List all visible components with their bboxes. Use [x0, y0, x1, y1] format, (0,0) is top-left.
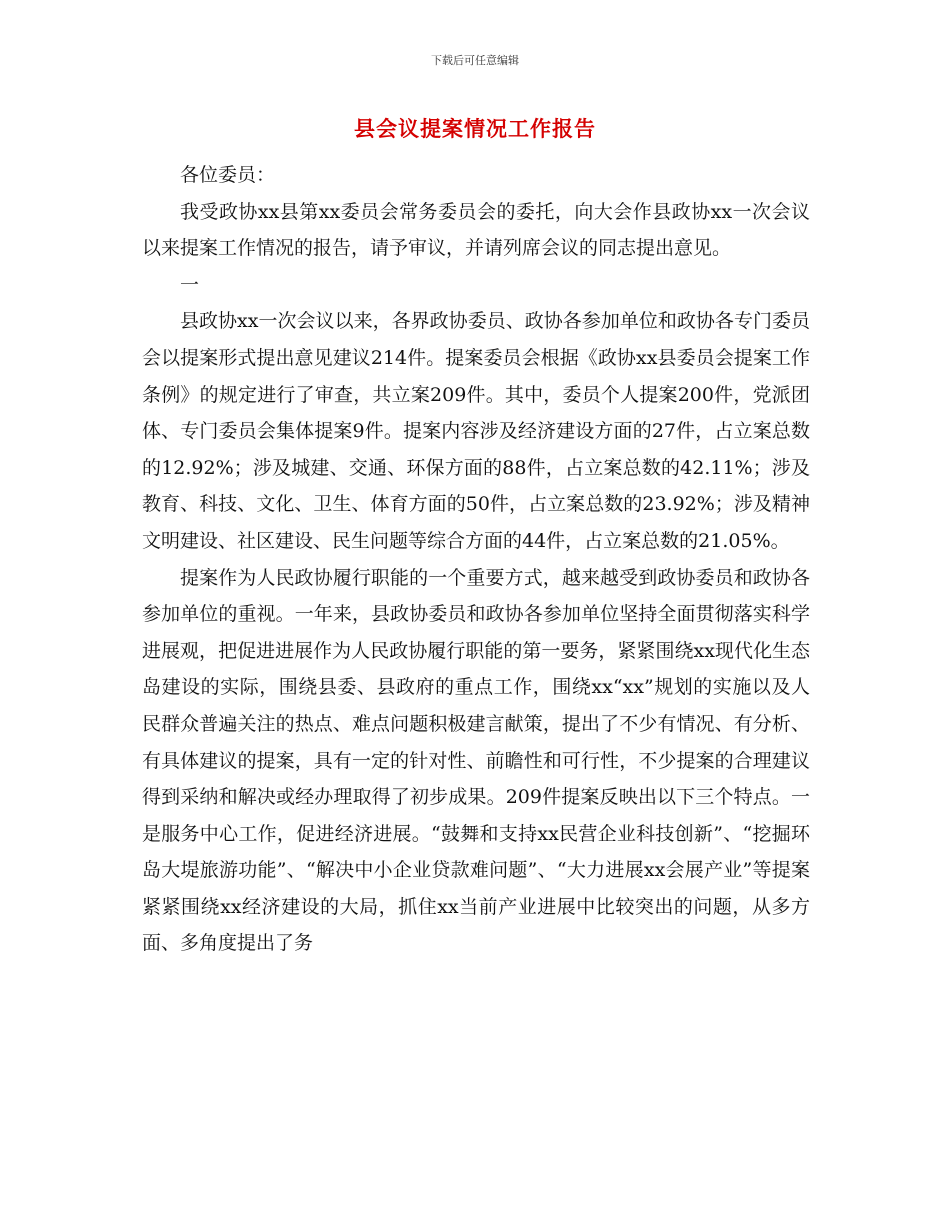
paragraph-features: 提案作为人民政协履行职能的一个重要方式，越来越受到政协委员和政协各参加单位的重视。一年来，县政协委员和政协各参加单位坚持全面贯彻落实科学进展观，把促进进展作为人民政协履行职能的第一要务，紧紧围绕xx现代化生态岛建设的实际，围绕县委、县政府的重点工作，围绕xx“xx”规划的实施以及人民群众普遍关注的热点、难点问题积极建言献策，提出了不少有情况、有分析、有具体建议的提案，具有一定的针对性、前瞻性和可行性，不少提案的合理建议得到采纳和解决或经办理取得了初步成果。209件提案反映出以下三个特点。一是服务中心工作，促进经济进展。“鼓舞和支持xx民营企业科技创新”、“挖掘环岛大堤旅游功能”、“解决中小企业贷款难问题”、“大力进展xx会展产业”等提案紧紧围绕xx经济建设的大局，抓住xx当前产业进展中比较突出的问题，从多方面、多角度提出了务 — [142, 566, 810, 955]
document-body — [142, 157, 810, 962]
section-number: 一 — [180, 273, 200, 296]
document-title: 县会议提案情况工作报告 — [354, 117, 596, 141]
paragraph-intro: 我受政协xx县第xx委员会常务委员会的委托，向大会作县政协xx一次会议以来提案工作情况的报告，请予审议，并请列席会议的同志提出意见。 — [142, 200, 810, 260]
paragraph-statistics: 县政协xx一次会议以来，各界政协委员、政协各参加单位和政协各专门委员会以提案形式提出意见建议214件。提案委员会根据《政协xx县委员会提案工作条例》的规定进行了审查，共立案209件。其中，委员个人提案200件，党派团体、专门委员会集体提案9件。提案内容涉及经济建设方面的27件，占立案总数的12.92%；涉及城建、交通、环保方面的88件，占立案总数的42.11%；涉及教育、科技、文化、卫生、体育方面的50件，占立案总数的23.92%；涉及精神文明建设、社区建设、民生问题等综合方面的44件，占立案总数的21.05%。 — [142, 310, 810, 552]
salutation: 各位委员： — [180, 164, 276, 186]
page-header-note: 下载后可任意编辑 — [431, 54, 519, 67]
